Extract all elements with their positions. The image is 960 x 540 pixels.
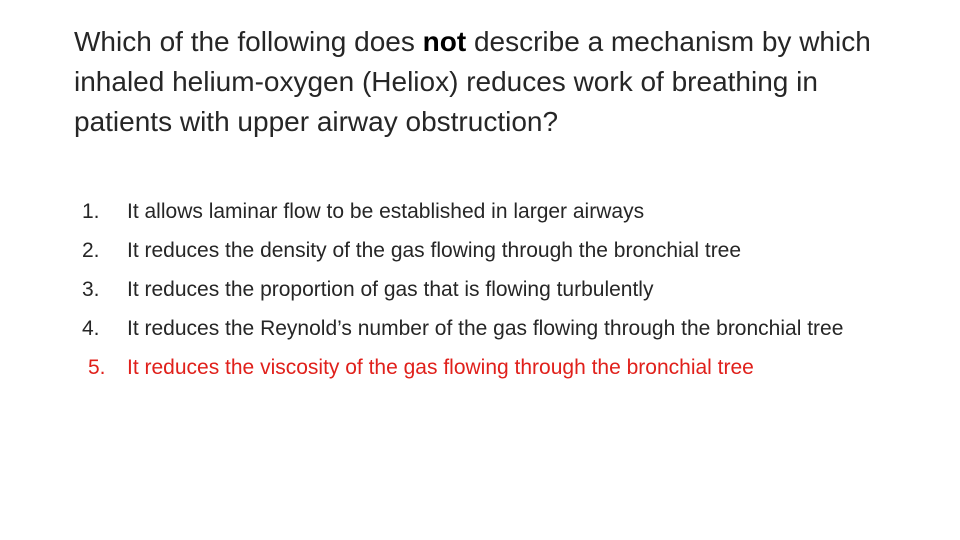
question-after: describe a mechanism by which inhaled helium-oxygen (Heliox) reduces work of breathing in patients with upper airway obstruction? [74,26,871,137]
question-emphasis: not [422,26,467,57]
question-text [74,22,904,142]
option-number: 2. [82,239,100,262]
option-number: 5. [88,356,106,379]
question-before: Which of the following does [74,26,423,57]
option-text: It allows laminar flow to be established in larger airways [127,200,645,223]
option-text: It reduces the proportion of gas that is flowing turbulently [127,278,654,301]
option-4 [82,314,922,344]
option-number: 3. [82,278,100,301]
option-number: 1. [82,200,100,223]
answer-options [82,197,922,392]
option-text: It reduces the viscosity of the gas flowing through the bronchial tree [127,356,754,379]
option-3 [82,275,922,305]
option-1 [82,197,922,227]
option-2 [82,236,922,266]
option-number: 4. [82,317,100,340]
option-text: It reduces the Reynold’s number of the gas flowing through the bronchial tree [127,317,844,340]
option-text: It reduces the density of the gas flowing through the bronchial tree [127,239,742,262]
option-5-correct-answer [82,353,922,383]
